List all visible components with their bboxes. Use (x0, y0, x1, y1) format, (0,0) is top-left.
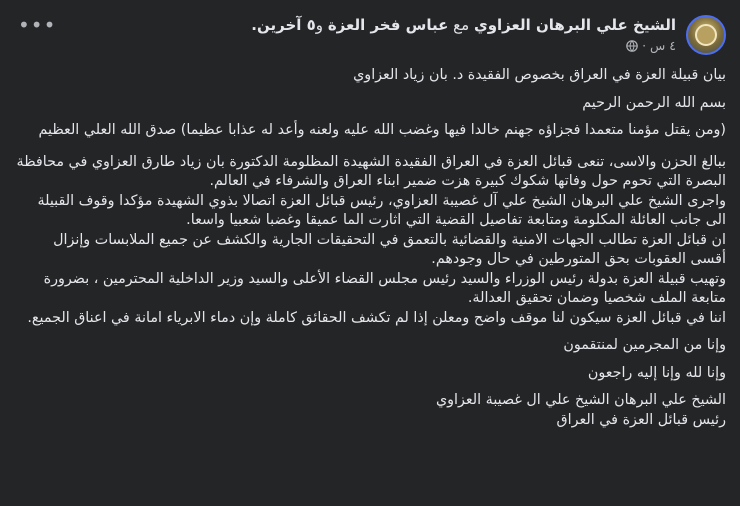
post-line-verse: (ومن يقتل مؤمنا متعمدا فجزاؤه جهنم خالدا فيها وغضب الله عليه ولعنه وأعد له عذابا عظيما) صدق الله العلي العظيم (38, 122, 726, 138)
post-title-line (251, 15, 676, 35)
with-text: مع (453, 16, 470, 34)
post-line-statement-title: بيان قبيلة العزة في العراق بخصوص الفقيدة د. بان زياد العزاوي (353, 67, 726, 83)
avatar-emblem (695, 24, 717, 46)
tagged-user-link[interactable]: عباس فخر العزة (327, 16, 449, 34)
post-paragraph-3: ان قبائل العزة تطالب الجهات الامنية والقضائية بالتعمق في التحقيقات الجارية والكشف عن جميع الملابسات وإنزال أقسى العقوبات بحق المتورطين في حال وجودهم. (53, 231, 726, 267)
post-header (14, 10, 726, 60)
more-options-icon[interactable]: ••• (18, 13, 57, 37)
post-paragraph-1: ببالغ الحزن والاسى، تنعى قبائل العزة في العراق الفقيدة الشهيدة المظلومة الدكتورة بان زياد طارق العزاوي في محافظة البصرة التي تحوم حول وفاتها شكوك كبيرة هزت ضمير ابناء العراق والشرفاء في العالم. (16, 153, 726, 189)
post-line-condolence: وإنا لله وإنا إليه راجعون (587, 364, 726, 381)
post-signature-name: الشيخ علي البرهان الشيخ علي ال غصيبة العزاوي (435, 392, 726, 408)
author-avatar[interactable] (686, 15, 726, 55)
post-signature-title: رئيس قبائل العزة في العراق (556, 411, 726, 428)
others-link[interactable]: ٥ آخرين. (251, 16, 316, 34)
post-paragraph-5: اننا في قبائل العزة سيكون لنا موقف واضح ومعلن إذا لم تكشف الحقائق كاملة وإن دماء الابرياء امانة في اعناق الجميع. (27, 309, 726, 326)
author-name-link[interactable]: الشيخ علي البرهان العزاوي (473, 16, 676, 34)
post-body (14, 66, 726, 430)
post-timestamp[interactable]: ٤ س · (642, 38, 676, 53)
post-subline (251, 37, 676, 55)
post-line-basmala: بسم الله الرحمن الرحيم (582, 94, 726, 111)
post-line-verse-2: وإنا من المجرمين لمنتقمون (563, 337, 726, 353)
globe-icon[interactable] (626, 40, 638, 52)
post-paragraph-2: واجرى الشيخ علي البرهان الشيخ علي آل غصيبة العزاوي، رئيس قبائل العزة اتصالا بذوي الشهيدة مؤكدا وقوف القبيلة الى جانب العائلة المكلومة ومتابعة تفاصيل القضية التي اثارت الما عميقا وغضبا شعبيا واسعا. (37, 192, 726, 228)
and-text: و (315, 16, 324, 34)
post-paragraph-4: وتهيب قبيلة العزة بدولة رئيس الوزراء والسيد رئيس مجلس القضاء الأعلى والسيد وزير الداخلية المحترمين ، بضرورة متابعة الملف شخصيا وضمان تحقيق العدالة. (43, 270, 726, 306)
post-meta (251, 15, 676, 55)
